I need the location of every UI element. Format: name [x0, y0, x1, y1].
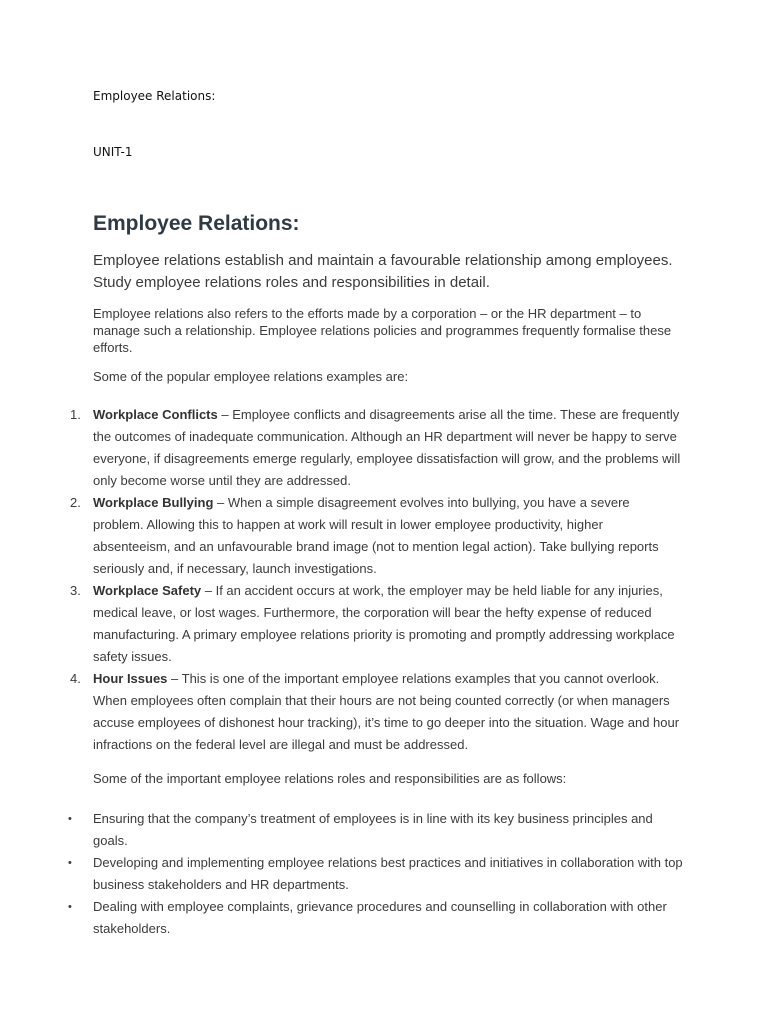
bullet-icon: •: [68, 813, 72, 825]
example-text: – This is one of the important employee relations examples that you cannot overlook. When employees often complain that their hours are not being counted correctly (or when managers accuse employees of dishonest hour tracking), it’s time to go deeper into the situation. Wage and hour infractions on the federal level are illegal and must be addressed.: [93, 671, 680, 752]
list-item: [70, 492, 683, 580]
role-text: Ensuring that the company’s treatment of employees is in line with its key business principles and goals.: [93, 811, 653, 848]
section-heading: Employee Relations:: [93, 212, 300, 235]
list-item: [68, 852, 683, 896]
roles-intro: Some of the important employee relations roles and responsibilities are as follows:: [93, 771, 567, 786]
list-item: [70, 580, 683, 668]
intro-paragraph: Employee relations also refers to the efforts made by a corporation – or the HR department – to manage such a relationship. Employee relations policies and programmes frequently formalise these efforts.: [93, 306, 672, 355]
list-item: [70, 404, 683, 492]
example-text: – When a simple disagreement evolves into bullying, you have a severe problem. Allowing this to happen at work will result in lower employee productivity, higher absenteeism, and an unfavourable brand image (not to mention legal action). Take bullying reports seriously and, if necessary, launch investigations.: [93, 495, 659, 576]
examples-intro: Some of the popular employee relations examples are:: [93, 369, 409, 384]
list-number: 3.: [70, 583, 81, 598]
document-title: Employee Relations:: [93, 89, 216, 103]
roles-list: [68, 808, 683, 940]
example-text: – Employee conflicts and disagreements arise all the time. These are frequently the outcomes of inadequate communication. Although an HR department will never be happy to serve everyone, if disagreements emerge regularly, employee dissatisfaction will grow, and the problems will only become worse until they are addressed.: [93, 407, 681, 488]
example-term: Workplace Bullying: [93, 495, 214, 510]
list-number: 1.: [70, 407, 81, 422]
example-term: Workplace Safety: [93, 583, 202, 598]
role-text: Developing and implementing employee relations best practices and initiatives in collaboration with top business stakeholders and HR departments.: [93, 855, 683, 892]
example-text: – If an accident occurs at work, the employer may be held liable for any injuries, medical leave, or lost wages. Furthermore, the corporation will bear the hefty expense of reduced manufacturing. A primary employee relations priority is promoting and promptly addressing workplace safety issues.: [93, 583, 675, 664]
list-item: [70, 668, 683, 756]
lead-paragraph: Employee relations establish and maintain a favourable relationship among employees. Study employee relations roles and responsibilities in detail.: [93, 252, 673, 291]
list-number: 2.: [70, 495, 81, 510]
unit-label: UNIT-1: [93, 145, 133, 159]
role-text: Dealing with employee complaints, grievance procedures and counselling in collaboration with other stakeholders.: [93, 899, 667, 936]
example-term: Workplace Conflicts: [93, 407, 218, 422]
list-number: 4.: [70, 671, 81, 686]
list-item: [68, 896, 683, 940]
example-term: Hour Issues: [93, 671, 168, 686]
bullet-icon: •: [68, 901, 72, 913]
examples-list: [70, 404, 683, 756]
list-item: [68, 808, 683, 852]
bullet-icon: •: [68, 857, 72, 869]
